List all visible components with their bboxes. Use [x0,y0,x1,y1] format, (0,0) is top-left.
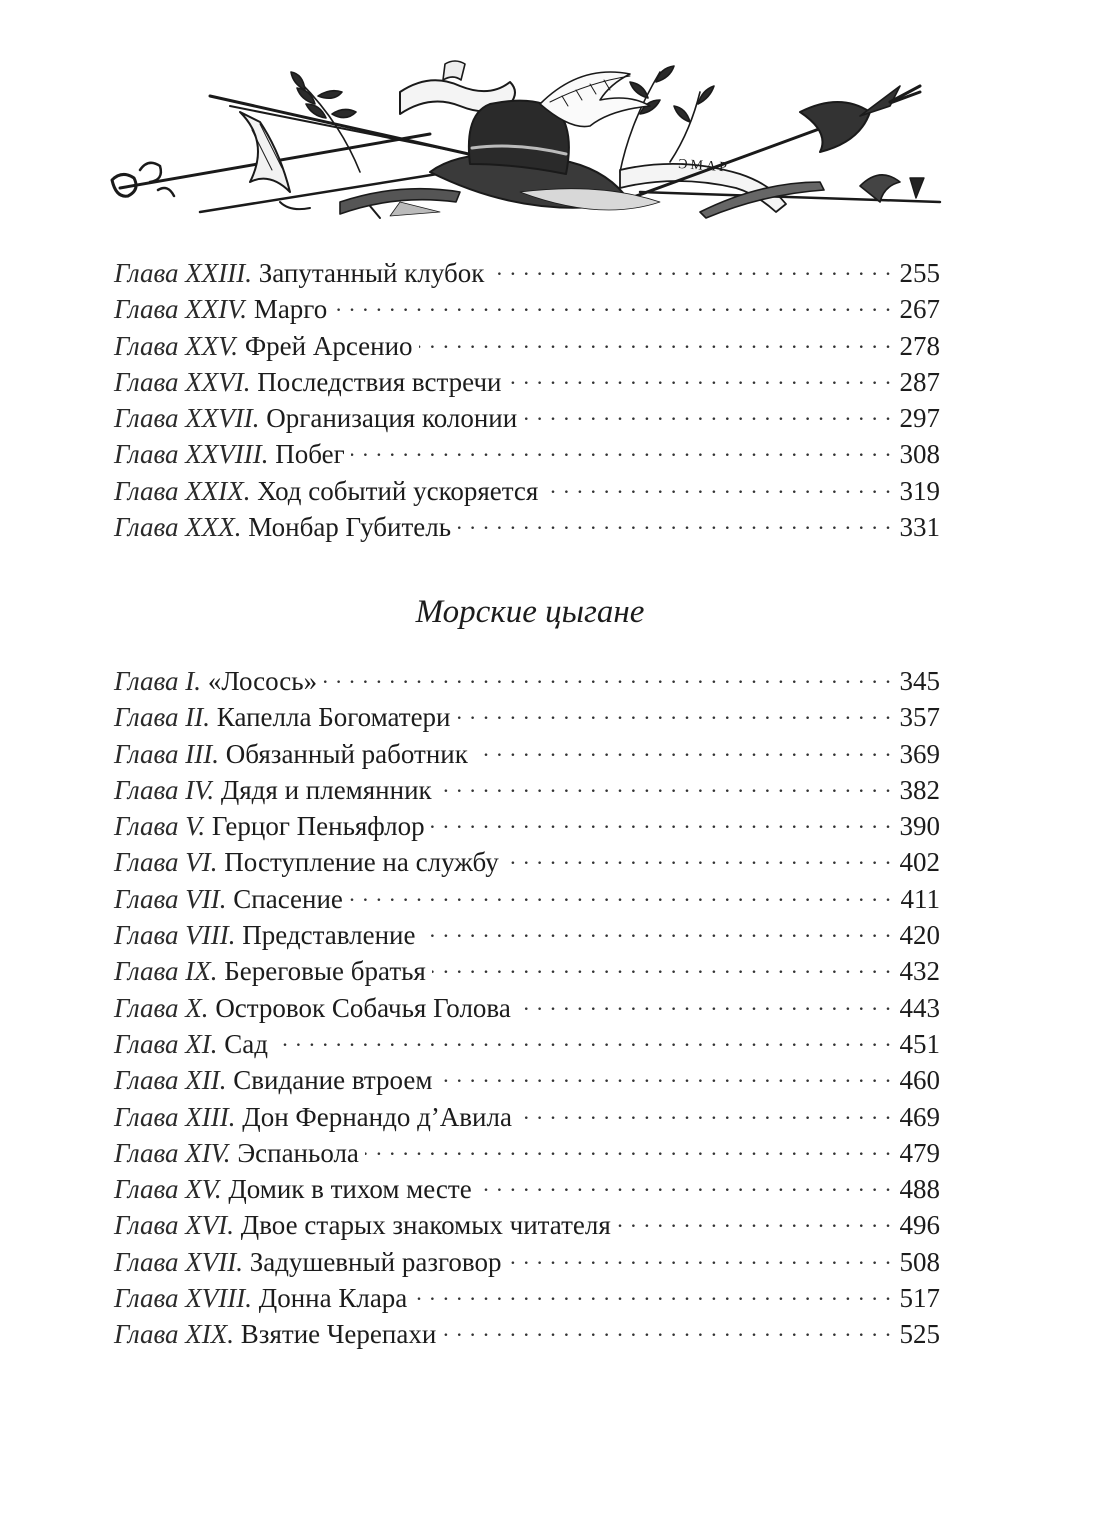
chapter-title: Эспаньола [237,1137,359,1168]
chapter-number: Глава XXV. [114,330,245,361]
page-number: 443 [899,992,940,1023]
toc-entry[interactable] [114,399,940,435]
chapter-title: Домик в тихом месте [228,1174,472,1205]
chapter-number: Глава XIV. [114,1137,238,1168]
page-number: 460 [899,1065,940,1096]
chapter-title: Задушевный разговор [249,1246,502,1277]
chapter-title: Марго [253,294,328,325]
dot-leader [457,698,892,726]
chapter-number: Глава I. [114,666,208,696]
toc-entry[interactable] [114,735,940,771]
chapter-number: Глава IV. [114,774,221,805]
toc-entry[interactable] [114,363,940,399]
dot-leader [438,1061,892,1089]
dot-leader [474,735,892,763]
toc-entry[interactable] [114,327,940,363]
banner-left [240,112,290,192]
page-number: 267 [899,294,940,325]
page-number: 331 [899,512,940,543]
dot-leader [505,843,892,871]
toc-entry[interactable] [114,1025,940,1061]
dot-leader [507,363,892,391]
chapter-number: Глава XXVII. [114,403,267,434]
page-number: 382 [899,774,940,805]
toc-entry[interactable] [114,698,940,734]
chapter-title: Представление [242,920,416,951]
chapter-title: Дон Фернандо д’Авила [242,1101,512,1132]
page-number: 411 [900,883,940,914]
chapter-number: Глава XVI. [114,1210,241,1241]
dot-leader [544,472,892,500]
chapter-title: Дядя и племянник [220,774,432,805]
page-number: 357 [899,702,940,733]
toc-entry[interactable] [114,1098,940,1134]
toc-entry[interactable] [114,1061,940,1097]
chapter-number: Глава XXX. [114,512,249,543]
toc-entry[interactable] [114,1315,940,1351]
dot-leader [419,327,892,355]
toc-entry[interactable] [114,1206,940,1242]
chapter-number: Глава XIII. [114,1101,243,1132]
chapter-number: Глава XI. [114,1028,225,1059]
chapter-number: Глава XXIV. [114,294,254,325]
page-number: 508 [899,1246,940,1277]
toc-entry[interactable] [114,290,940,326]
page-number: 308 [899,439,940,470]
page-number: 297 [899,403,940,434]
chapter-number: Глава XII. [114,1065,234,1096]
dot-leader [365,1134,892,1162]
chapter-title: Донна Клара [258,1283,408,1314]
chapter-number: Глава XVIII. [114,1283,259,1314]
dot-leader [523,399,892,427]
toc-entry[interactable] [114,662,940,698]
toc-entry[interactable] [114,952,940,988]
toc-entry[interactable] [114,771,940,807]
chapter-number: Глава X. [114,992,216,1023]
toc-entry[interactable] [114,435,940,471]
chapter-number: Глава XXIX. [114,475,258,506]
page-number: 319 [899,475,940,506]
chapter-number: Глава XIX. [114,1319,241,1350]
toc-entry[interactable] [114,989,940,1025]
chapter-number: Глава XV. [114,1174,229,1205]
dot-leader [323,662,892,690]
chapter-title: Спасение [233,883,343,914]
chapter-title: Монбар Губитель [248,512,452,543]
toc-entry[interactable] [114,472,940,508]
chapter-number: Глава VII. [114,883,234,914]
dot-leader [351,435,892,463]
chapter-title: Запутанный клубок [258,258,485,288]
chapter-title: Капелла Богоматери [216,702,451,733]
toc-entry[interactable] [114,1134,940,1170]
dot-leader [457,508,892,536]
dot-leader [518,1098,892,1126]
chapter-number: Глава XVII. [114,1246,250,1277]
page-number: 369 [899,738,940,769]
chapter-title: Фрей Арсенио [244,330,413,361]
dot-leader [617,1206,892,1234]
dot-leader [432,952,892,980]
dot-leader [421,916,892,944]
chapter-number: Глава II. [114,702,217,733]
page-number: 420 [899,920,940,951]
chapter-number: Глава IX. [114,956,225,987]
page-number: 345 [899,666,940,696]
toc-entry[interactable] [114,807,940,843]
page-number: 287 [899,366,940,397]
dot-leader [431,807,892,835]
chapter-number: Глава XXIII. [114,258,259,288]
page-number: 479 [899,1137,940,1168]
page-number: 469 [899,1101,940,1132]
toc-entry[interactable] [114,508,940,544]
chapter-title: Взятие Черепахи [240,1319,437,1350]
chapter-title: Герцог Пеньяфлор [211,811,425,842]
dot-leader [507,1243,892,1271]
toc-entry[interactable] [114,1170,940,1206]
dot-leader [333,290,892,318]
page-number: 402 [899,847,940,878]
chapter-title: Островок Собачья Голова [215,992,511,1023]
toc-entry[interactable] [114,1243,940,1279]
toc-entry[interactable] [114,1279,940,1315]
dot-leader [442,1315,892,1343]
dot-leader [490,254,892,282]
page-number: 488 [899,1174,940,1205]
header-vignette [100,52,945,224]
chapter-number: Глава XXVIII. [114,439,276,470]
chapter-number: Глава V. [114,811,212,842]
chapter-number: Глава VI. [114,847,225,878]
page-number: 255 [899,258,940,288]
toc-entry[interactable] [114,916,940,952]
page-number: 451 [899,1028,940,1059]
chapter-title: Двое старых знакомых читателя [240,1210,611,1241]
toc-list-part-2 [114,662,940,1352]
chapter-title: «Лосось» [207,666,318,696]
toc-list-part-1 [114,254,940,544]
chapter-title: Поступление на службу [224,847,499,878]
chapter-number: Глава VIII. [114,920,243,951]
chapter-number: Глава III. [114,738,226,769]
page-number: 390 [899,811,940,842]
page-number: 517 [899,1283,940,1314]
dot-leader [517,989,892,1017]
page-number: 432 [899,956,940,987]
chapter-title: Ход событий ускоряется [257,475,539,506]
chapter-title: Сад [224,1028,269,1059]
toc-entry[interactable] [114,880,940,916]
dot-leader [274,1025,892,1053]
dot-leader [438,771,892,799]
page-number: 525 [899,1319,940,1350]
chapter-title: Побег [275,439,345,470]
chapter-title: Свидание втроем [233,1065,433,1096]
chapter-title: Организация колонии [266,403,518,434]
chapter-title: Обязанный работник [225,738,468,769]
toc-entry[interactable] [114,843,940,879]
page-number: 496 [899,1210,940,1241]
chapter-number: Глава XXVI. [114,366,258,397]
dot-leader [478,1170,892,1198]
chapter-title: Береговые братья [224,956,426,987]
ribbon-text: ЭМАР [677,157,731,176]
page-number: 278 [899,330,940,361]
dot-leader [413,1279,892,1307]
chapter-title: Последствия встречи [257,366,502,397]
toc-entry[interactable] [114,254,940,290]
dot-leader [349,880,892,908]
section-heading: Морские цыгане [415,594,645,630]
